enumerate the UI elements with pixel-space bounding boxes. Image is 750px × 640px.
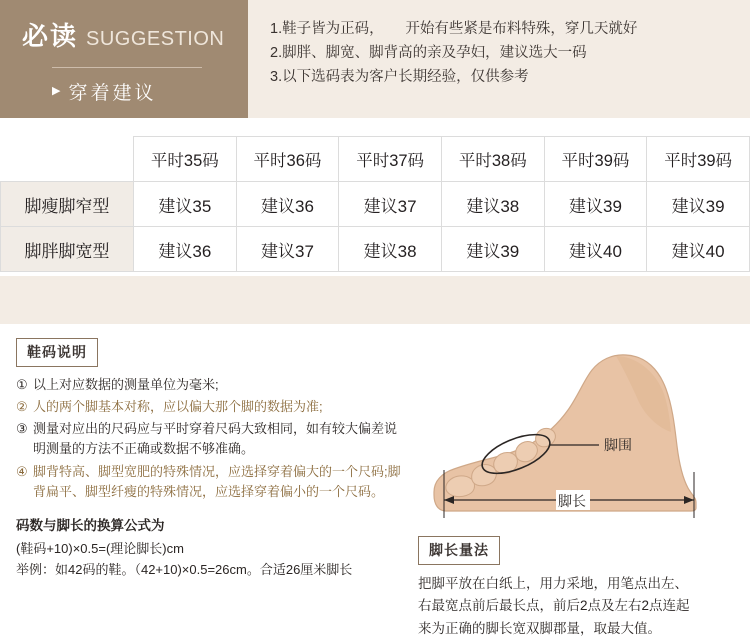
header-note-1: 1.鞋子皆为正码， 开始有些紧是布料特殊，穿几天就好 [270, 21, 638, 37]
table-cell: 建议39 [441, 227, 544, 272]
list-item-label: 测量对应出的尺码应与平时穿着尺码大致相同，如有较大偏差说明测量的方法不正确或数据不够准确。 [33, 421, 398, 457]
list-item-number: ③ [16, 421, 28, 437]
header-note-2: 2.脚胖、脚宽、脚背高的亲及孕妇，建议选大一码 [270, 44, 587, 61]
badge-title-cn: 必读 [22, 21, 79, 51]
badge-title-row [22, 16, 248, 53]
table-row-header: 脚胖脚宽型 [1, 227, 134, 272]
table-cell: 建议40 [647, 227, 750, 272]
table-col-header: 平时37码 [339, 137, 442, 182]
table-cell: 建议40 [544, 227, 647, 272]
shoe-note-title: 鞋码说明 [16, 338, 98, 367]
foot-illustration [416, 342, 746, 532]
formula-title: 码数与脚长的换算公式为 [16, 517, 165, 533]
table-cell: 建议39 [544, 182, 647, 227]
table-row-header: 脚瘦脚窄型 [1, 182, 134, 227]
badge-title-en: SUGGESTION [86, 28, 225, 50]
header-badge [0, 0, 248, 118]
table-row [1, 227, 750, 272]
formula-line-2: 举例：如42码的鞋。（42+10)×0.5=26cm。合适26厘米脚长 [16, 561, 353, 577]
list-item-label: 以上对应数据的测量单位为毫米; [33, 377, 219, 392]
header-note-3: 3.以下选码表为客户长期经验，仅供参考 [270, 68, 529, 85]
list-item [16, 397, 404, 417]
list-item-label: 人的两个脚基本对称，应以偏大那个脚的数据为准; [33, 399, 323, 415]
shoe-note-list [16, 375, 404, 502]
size-table-section [0, 118, 750, 272]
table-cell: 建议37 [339, 182, 442, 227]
table-col-header: 平时36码 [236, 137, 339, 182]
foot-length-label: 脚长 [558, 493, 586, 509]
list-item-number: ① [16, 377, 28, 392]
header-banner [0, 0, 750, 118]
table-cell: 建议35 [134, 182, 237, 227]
foot-diagram-block [404, 338, 750, 640]
header-notes [248, 0, 750, 118]
size-table [0, 136, 750, 272]
lower-section [0, 324, 750, 640]
list-item-number: ④ [16, 463, 28, 479]
triangle-right-icon: ▶ [52, 85, 61, 97]
table-col-header: 平时39码 [647, 137, 750, 182]
table-cell: 建议36 [134, 227, 237, 272]
list-item [16, 462, 404, 502]
formula-block [16, 514, 404, 581]
list-item-number: ② [16, 399, 28, 415]
table-row [1, 182, 750, 227]
list-item [16, 419, 404, 459]
table-corner-cell [1, 137, 134, 182]
list-item-label: 脚背特高、脚型宽肥的特殊情况，应选择穿着偏大的一个尺码;脚背扁平、脚型纤瘦的特殊情况，应选择穿着偏小的一个尺码。 [33, 463, 401, 499]
measure-method-title: 脚长量法 [418, 536, 500, 565]
table-col-header: 平时39码 [544, 137, 647, 182]
shoe-note-block [0, 338, 404, 640]
foot-diagram-svg [416, 342, 746, 532]
table-col-header: 平时38码 [441, 137, 544, 182]
table-header-row [1, 137, 750, 182]
table-cell: 建议36 [236, 182, 339, 227]
measure-line-2: 右最宽点前后最长点，前后2点及左右2点连起 [418, 598, 690, 614]
foot-girth-label: 脚围 [604, 437, 632, 453]
measure-line-1: 把脚平放在白纸上，用力采地，用笔点出左、 [418, 576, 688, 591]
list-item [16, 375, 404, 395]
measure-method-block [412, 536, 750, 640]
table-col-header: 平时35码 [134, 137, 237, 182]
measure-line-3: 来为正确的脚长宽双脚郡量，取最大值。 [418, 620, 661, 636]
table-cell: 建议37 [236, 227, 339, 272]
table-cell: 建议38 [339, 227, 442, 272]
table-cell: 建议39 [647, 182, 750, 227]
table-cell: 建议38 [441, 182, 544, 227]
badge-divider [52, 67, 202, 68]
badge-subtitle: 穿着建议 [68, 83, 157, 104]
formula-line-1: (鞋码+10)×0.5=(理论脚长)cm [16, 540, 184, 556]
section-divider-band [0, 276, 750, 324]
badge-subtitle-row [52, 78, 248, 105]
